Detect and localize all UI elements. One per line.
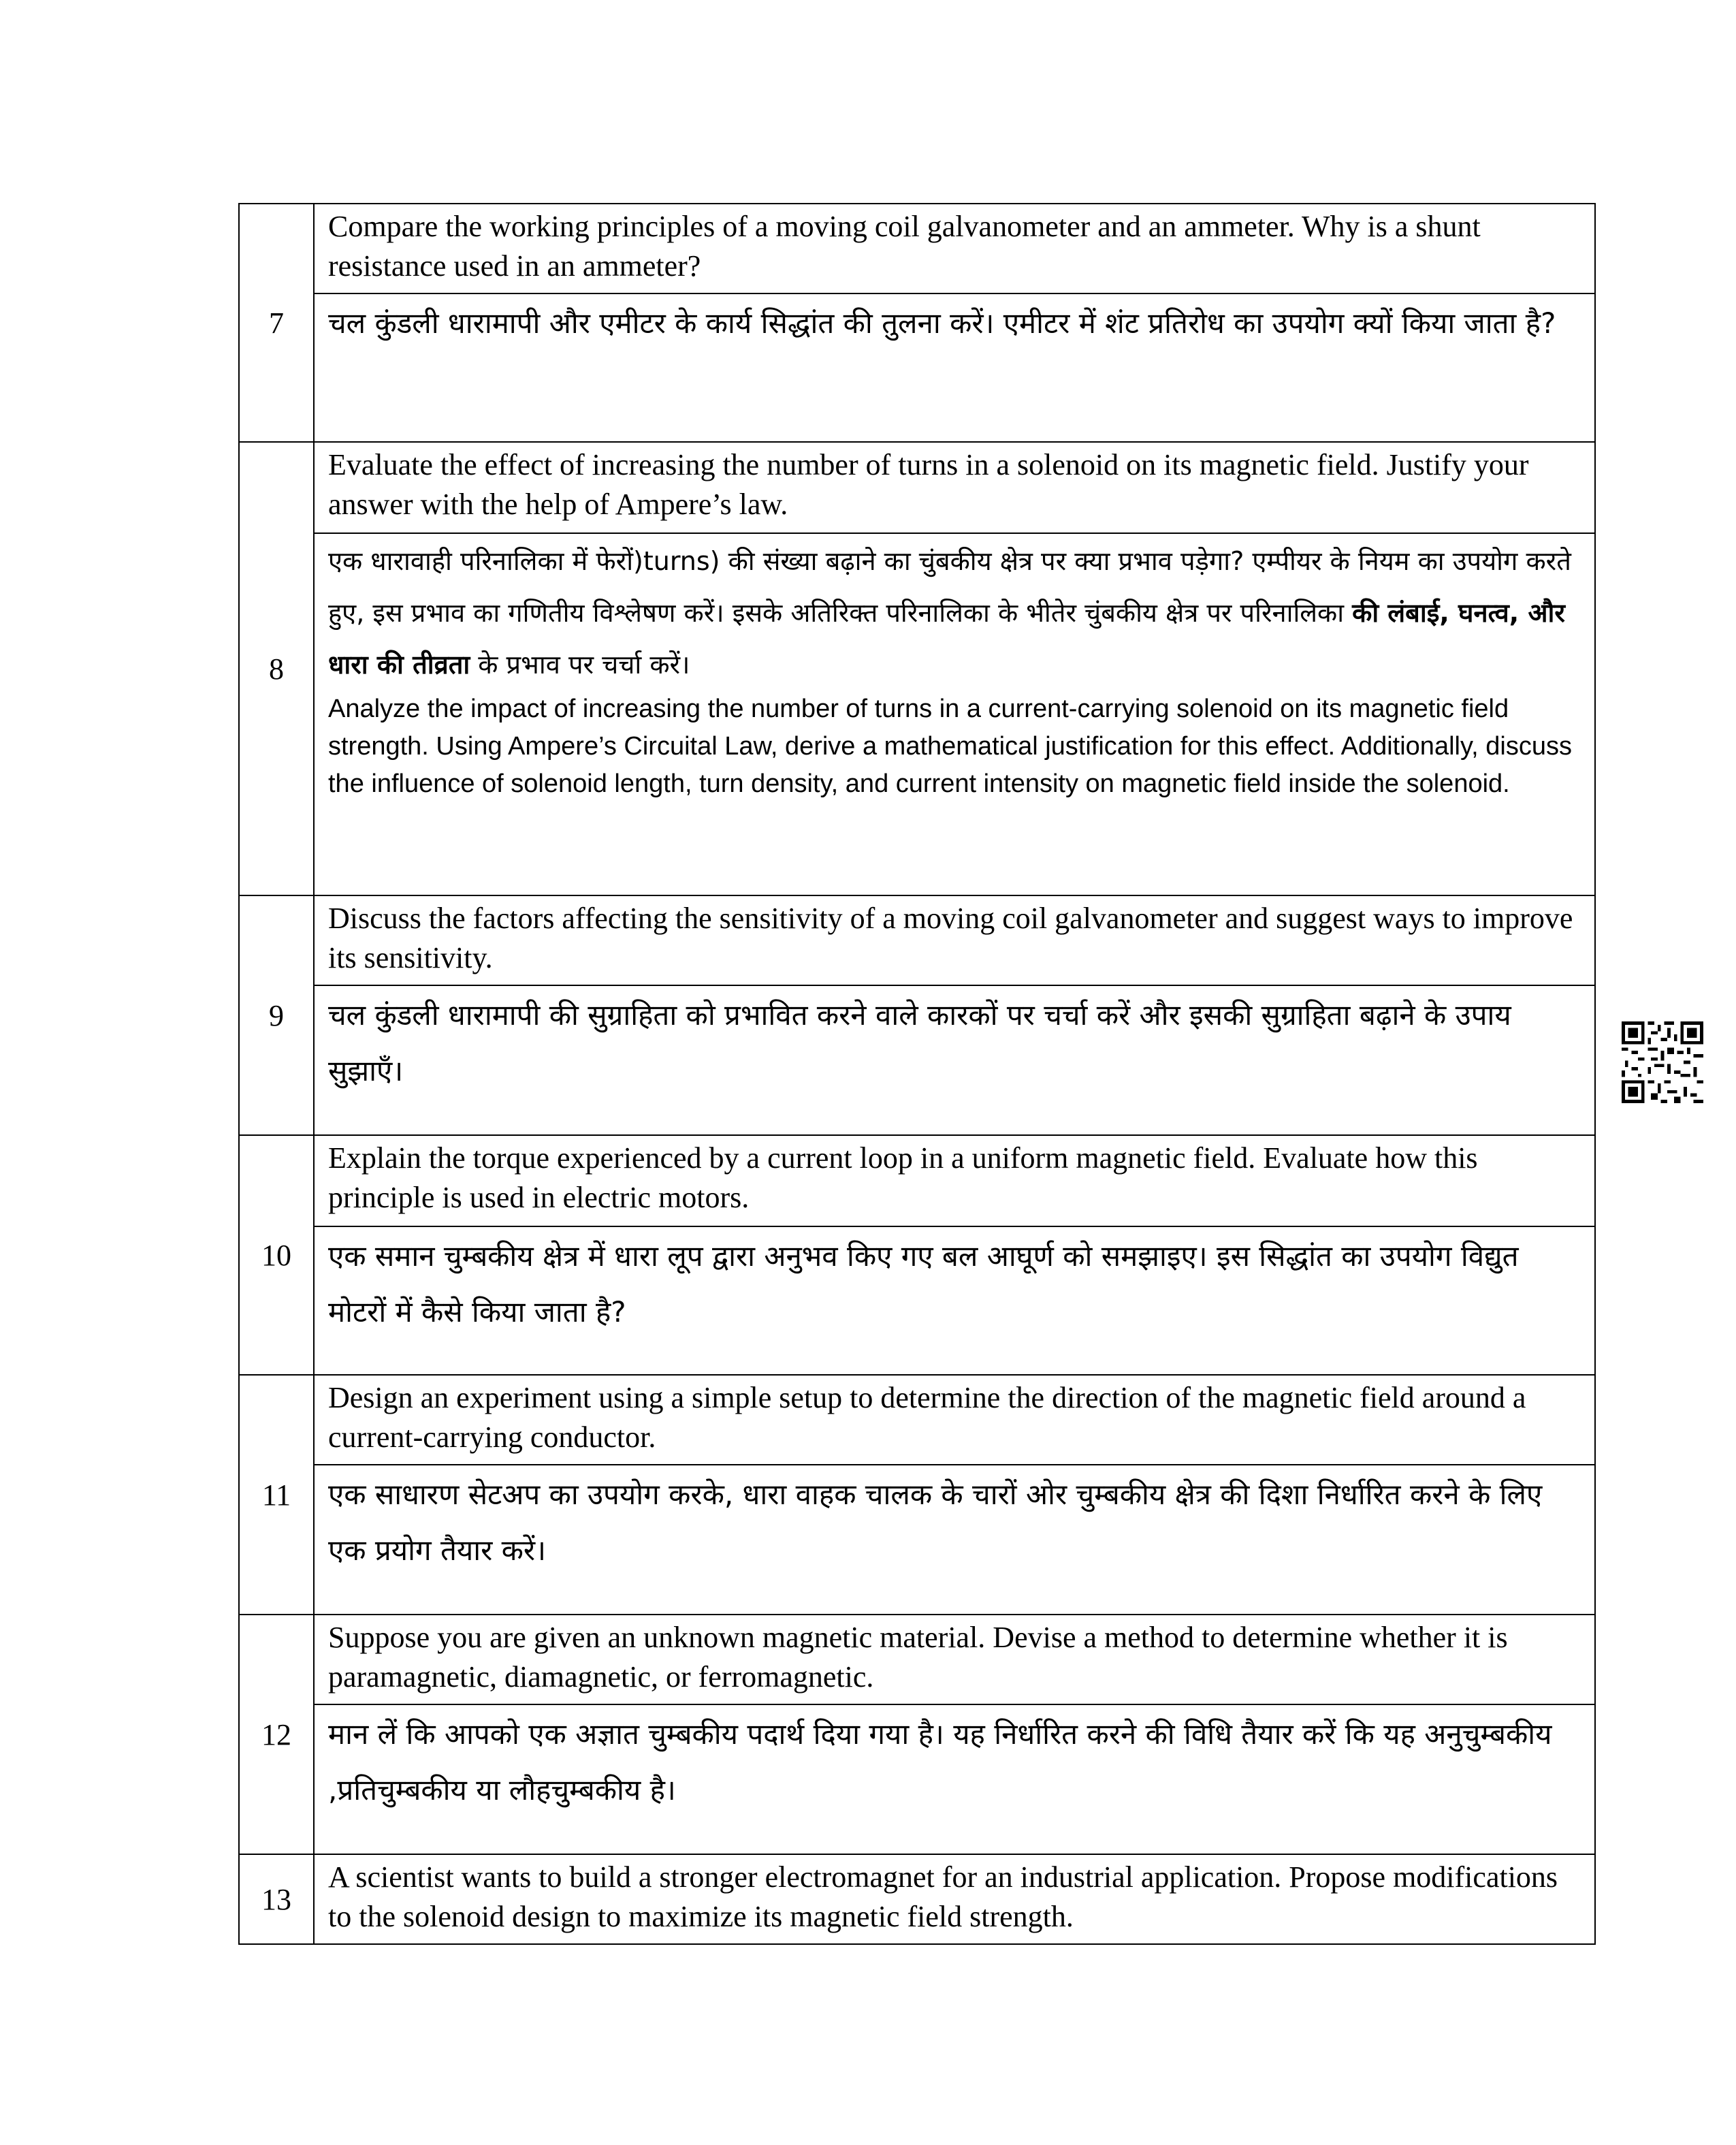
table-row [239,1854,1595,1944]
table-row [239,533,1595,895]
question-text-en: A scientist wants to build a stronger electromagnet for an industrial application. Propose modifications to the solenoid design to maximize its magnetic field strength. [314,1854,1595,1944]
question-text-en: Evaluate the effect of increasing the number of turns in a solenoid on its magnetic field. Justify your answer with the help of Ampere’s law. [314,442,1595,533]
question-text-en: Suppose you are given an unknown magnetic material. Devise a method to determine whether it is paramagnetic, diamagnetic, or ferromagnetic. [314,1615,1595,1704]
table-row [239,1375,1595,1465]
qr-code-icon [1622,1021,1703,1103]
question-number: 13 [239,1854,314,1944]
question-text-hi: मान लें कि आपको एक अज्ञात चुम्बकीय पदार्थ दिया गया है। यह निर्धारित करने की विधि तैयार करें कि यह अनुचुम्बकीय ,प्रतिचुम्बकीय या लौहचुम्बकीय है। [314,1704,1595,1854]
table-row [239,1704,1595,1854]
question-number: 7 [239,204,314,442]
question-number: 9 [239,895,314,1135]
table-row [239,895,1595,985]
question-text-en: Design an experiment using a simple setup to determine the direction of the magnetic field around a current-carrying conductor. [314,1375,1595,1465]
question-text-hi: एक समान चुम्बकीय क्षेत्र में धारा लूप द्वारा अनुभव किए गए बल आघूर्ण को समझाइए। इस सिद्धांत का उपयोग विद्युत मोटरों में कैसे किया जाता है? [314,1226,1595,1375]
question-number: 12 [239,1615,314,1854]
question-number: 8 [239,442,314,895]
table-row [239,1615,1595,1704]
table-row [239,442,1595,533]
question-text-en: Explain the torque experienced by a current loop in a uniform magnetic field. Evaluate how this principle is used in electric motors. [314,1135,1595,1226]
question-text-hi: चल कुंडली धारामापी की सुग्राहिता को प्रभावित करने वाले कारकों पर चर्चा करें और इसकी सुग्राहिता बढ़ाने के उपाय सुझाएँ। [314,985,1595,1135]
table-row [239,1135,1595,1226]
question-text-hi: एक साधारण सेटअप का उपयोग करके, धारा वाहक चालक के चारों ओर चुम्बकीय क्षेत्र की दिशा निर्धारित करने के लिए एक प्रयोग तैयार करें। [314,1465,1595,1615]
bold-phrase: की लंबाई, घनत्व, और धारा की तीव्रता [328,598,1565,680]
question-text-en: Compare the working principles of a moving coil galvanometer and an ammeter. Why is a shunt resistance used in an ammeter? [314,204,1595,293]
question-text-hi: चल कुंडली धारामापी और एमीटर के कार्य सिद्धांत की तुलना करें। एमीटर में शंट प्रतिरोध का उपयोग क्यों किया जाता है? [314,293,1595,442]
question-text-en: Discuss the factors affecting the sensitivity of a moving coil galvanometer and suggest ways to improve its sensitivity. [314,895,1595,985]
table-row [239,293,1595,442]
english-paragraph: Analyze the impact of increasing the number of turns in a current-carrying solenoid on its magnetic field strength. Using Ampere’s Circuital Law, derive a mathematical justification for this effect. Additionally, discuss the influence of solenoid length, turn density, and current intensity on magnetic field inside the solenoid. [328,695,1572,798]
question-number: 10 [239,1135,314,1375]
question-text-hi [314,533,1595,895]
question-number: 11 [239,1375,314,1615]
table-row [239,204,1595,293]
table-row [239,1465,1595,1615]
hindi-paragraph: एक धारावाही परिनालिका में फेरों)turns) की संख्या बढ़ाने का चुंबकीय क्षेत्र पर क्या प्रभाव पड़ेगा? एम्पीयर के नियम का उपयोग करते हुए, इस प्रभाव का गणितीय विश्लेषण करें। इसके अतिरिक्त परिनालिका के भीतेर चुंबकीय क्षेत्र पर परिनालिका की लंबाई, घनत्व, और धारा की तीव्रता के प्रभाव पर चर्चा करें। [328,546,1571,680]
table-row [239,1226,1595,1375]
table-row [239,985,1595,1135]
question-table [238,203,1596,1945]
